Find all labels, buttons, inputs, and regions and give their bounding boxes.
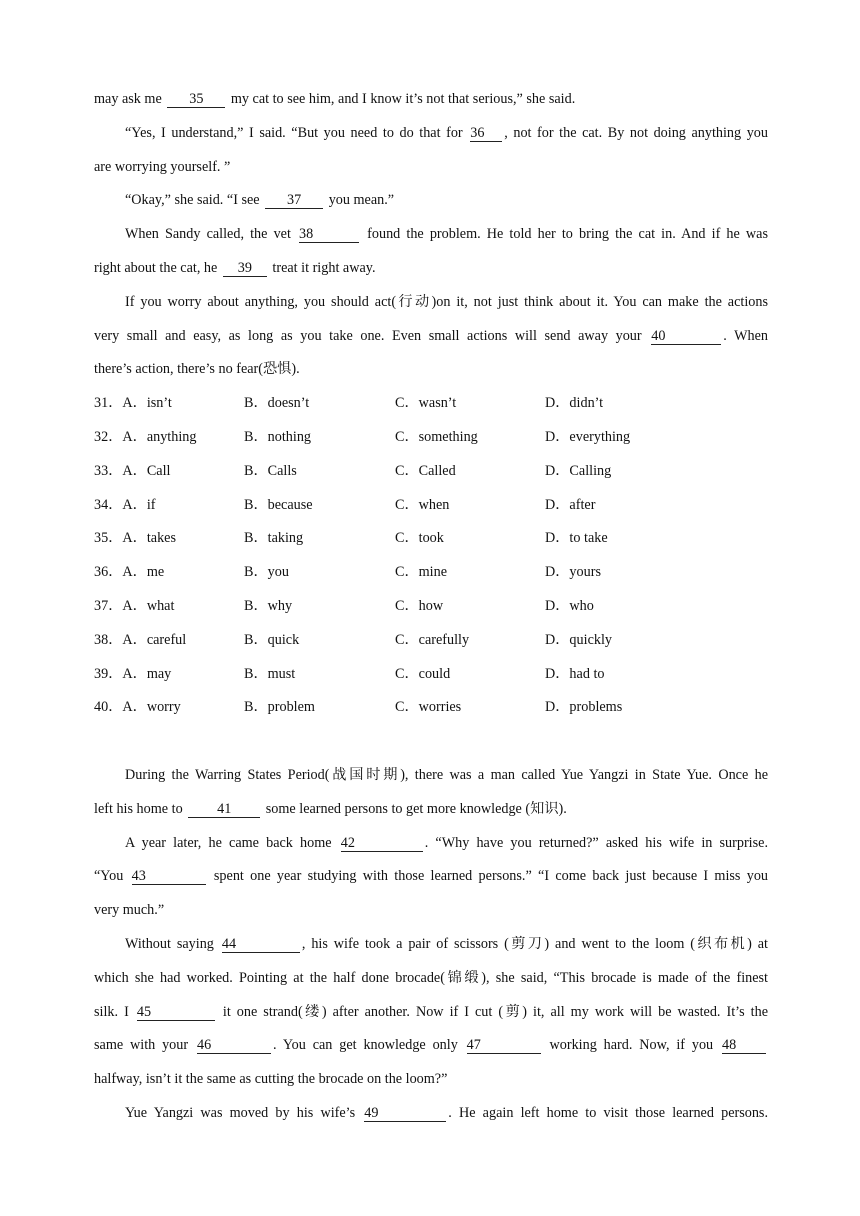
option-b: B．Calls — [244, 462, 297, 479]
option-c: C．when — [395, 496, 450, 513]
text: my cat to see him, and I know it’s not that serious,” she said. — [230, 91, 576, 107]
text: found the problem. He told her to bring the cat in. And if he was — [367, 226, 769, 243]
text: If you worry about anything, you should act(行动)on it, not just think about it. You can make the actions — [125, 293, 768, 310]
option-c: C．something — [395, 428, 478, 445]
text: there’s action, there’s no fear(恐惧). — [94, 361, 300, 378]
passage-line — [94, 793, 768, 827]
text: right about the cat, he — [94, 259, 218, 276]
passage-line — [94, 1029, 768, 1063]
blank-47: 47 — [467, 1037, 541, 1054]
option-a-text: A．careful — [122, 631, 187, 648]
passage-line — [94, 320, 768, 354]
option-b: B．doesn’t — [244, 395, 310, 412]
question-number: 32． — [94, 428, 123, 445]
question-number: 37． — [94, 597, 123, 614]
passage-line — [94, 1097, 768, 1131]
text: “Okay,” she said. “I see — [125, 192, 260, 209]
passage-line — [94, 962, 768, 996]
option-a — [94, 455, 170, 489]
passage-line — [94, 83, 768, 117]
option-a-text: A．if — [122, 496, 156, 513]
text: some learned persons to get more knowledge (知识). — [265, 800, 567, 817]
text: treat it right away. — [272, 259, 376, 276]
text: . When — [723, 327, 768, 344]
line-content — [125, 1097, 768, 1131]
option-row — [94, 522, 768, 556]
option-d: D．problems — [545, 699, 623, 716]
text: . You can get knowledge only — [272, 1037, 458, 1054]
options-list — [94, 387, 768, 725]
option-row — [94, 556, 768, 590]
text: which she had worked. Pointing at the half done brocade(锦缎), she said, “This brocade is made of the finest — [94, 969, 768, 986]
question-number: 38． — [94, 631, 123, 648]
question-number: 39． — [94, 665, 123, 682]
option-b: B．quick — [244, 631, 300, 648]
blank-48: 48 — [722, 1037, 766, 1054]
text: halfway, isn’t it the same as cutting the brocade on the loom?” — [94, 1071, 448, 1088]
document-page — [94, 83, 768, 1131]
option-row — [94, 455, 768, 489]
line-content — [94, 1029, 768, 1063]
text: very small and easy, as long as you take one. Even small actions will send away your — [94, 327, 642, 344]
option-c: C．how — [395, 597, 444, 614]
option-b: B．nothing — [244, 428, 312, 445]
text: A year later, he came back home — [125, 834, 332, 851]
text: very much.” — [94, 902, 165, 919]
section-gap — [94, 725, 768, 759]
text: spent one year studying with those learned persons.” “I come back just because I miss you — [213, 868, 769, 885]
text: are worrying yourself. ” — [94, 158, 231, 175]
line-content — [94, 320, 768, 354]
option-c: C．mine — [395, 564, 448, 581]
passage-line — [94, 218, 768, 252]
passage-line — [94, 1063, 768, 1097]
option-a — [94, 489, 156, 523]
text: it one strand(缕) after another. Now if I cut (剪) it, all my work will be wasted. It’s the — [222, 1003, 768, 1020]
option-d: D．didn’t — [545, 395, 604, 412]
option-b: B．taking — [244, 530, 304, 547]
question-number: 40． — [94, 699, 123, 716]
option-row — [94, 489, 768, 523]
blank-37: 37 — [265, 192, 323, 209]
blank-44: 44 — [222, 936, 300, 953]
option-d: D．everything — [545, 428, 631, 445]
question-number: 34． — [94, 496, 123, 513]
option-c: C．carefully — [395, 631, 470, 648]
option-a-text: A．what — [122, 597, 175, 614]
line-content — [94, 996, 768, 1030]
passage-line — [94, 928, 768, 962]
option-c: C．took — [395, 530, 444, 547]
option-a-text: A．anything — [122, 428, 197, 445]
blank-40: 40 — [651, 328, 721, 345]
option-a — [94, 522, 176, 556]
blank-36: 36 — [470, 125, 502, 142]
option-c: C．Called — [395, 462, 456, 479]
option-a — [94, 556, 164, 590]
option-b: B．because — [244, 496, 313, 513]
blank-43: 43 — [132, 868, 206, 885]
option-b: B．you — [244, 564, 289, 581]
option-a-text: A．Call — [122, 462, 171, 479]
option-row — [94, 387, 768, 421]
option-c: C．worries — [395, 699, 462, 716]
option-a-text: A．me — [122, 564, 165, 581]
option-a — [94, 387, 172, 421]
passage-line — [94, 117, 768, 151]
option-d: D．had to — [545, 665, 605, 682]
blank-35: 35 — [167, 91, 225, 108]
option-d: D．Calling — [545, 462, 612, 479]
blank-46: 46 — [197, 1037, 271, 1054]
passage-line — [94, 151, 768, 185]
option-c: C．could — [395, 665, 451, 682]
option-a-text: A．may — [122, 665, 172, 682]
option-d: D．who — [545, 597, 594, 614]
option-d: D．quickly — [545, 631, 612, 648]
blank-42: 42 — [341, 835, 423, 852]
passage-line — [94, 286, 768, 320]
option-b: B．why — [244, 597, 293, 614]
option-d: D．after — [545, 496, 596, 513]
question-number: 33． — [94, 462, 123, 479]
line-content — [125, 218, 768, 252]
passage-line — [94, 252, 768, 286]
question-number: 31． — [94, 395, 123, 412]
text: Yue Yangzi was moved by his wife’s — [125, 1104, 356, 1121]
option-row — [94, 658, 768, 692]
text: may ask me — [94, 91, 162, 107]
blank-38: 38 — [299, 226, 359, 243]
text: During the Warring States Period(战国时期), there was a man called Yue Yangzi in State Yue. Once he — [125, 766, 768, 783]
passage-line — [94, 184, 768, 218]
option-b: B．must — [244, 665, 296, 682]
passage-line — [94, 827, 768, 861]
option-row — [94, 421, 768, 455]
text: Without saying — [125, 935, 214, 952]
option-row — [94, 691, 768, 725]
text: . “Why have you returned?” asked his wife in surprise. — [424, 834, 768, 851]
option-a — [94, 624, 186, 658]
line-content — [125, 117, 768, 151]
option-d: D．yours — [545, 564, 601, 581]
option-d: D．to take — [545, 530, 608, 547]
text: “You — [94, 868, 124, 885]
text: left his home to — [94, 800, 183, 817]
option-b: B．problem — [244, 699, 315, 716]
text: silk. I — [94, 1003, 129, 1020]
passage-line — [94, 860, 768, 894]
option-a-text: A．isn’t — [122, 395, 172, 412]
blank-49: 49 — [364, 1105, 446, 1122]
option-row — [94, 590, 768, 624]
option-row — [94, 624, 768, 658]
text: , his wife took a pair of scissors (剪刀) and went to the loom (织布机) at — [301, 935, 768, 952]
line-content — [94, 860, 768, 894]
blank-45: 45 — [137, 1004, 215, 1021]
text: When Sandy called, the vet — [125, 226, 291, 243]
text: you mean.” — [328, 192, 395, 209]
option-a-text: A．takes — [122, 530, 176, 547]
question-number: 35． — [94, 530, 123, 547]
passage-line — [94, 759, 768, 793]
text: . He again left home to visit those learned persons. — [448, 1104, 768, 1121]
text: same with your — [94, 1037, 189, 1054]
option-c: C．wasn’t — [395, 395, 457, 412]
text: , not for the cat. By not doing anything you — [504, 124, 768, 141]
text: working hard. Now, if you — [549, 1037, 714, 1054]
text: “Yes, I understand,” I said. “But you need to do that for — [125, 124, 463, 141]
passage-line — [94, 996, 768, 1030]
passage-line — [94, 894, 768, 928]
option-a — [94, 421, 196, 455]
passage-line — [94, 353, 768, 387]
blank-39: 39 — [223, 260, 267, 277]
blank-41: 41 — [188, 801, 260, 818]
option-a — [94, 658, 171, 692]
option-a-text: A．worry — [122, 699, 181, 716]
option-a — [94, 590, 174, 624]
question-number: 36． — [94, 564, 123, 581]
line-content — [125, 928, 768, 962]
option-a — [94, 691, 181, 725]
line-content — [125, 827, 768, 861]
